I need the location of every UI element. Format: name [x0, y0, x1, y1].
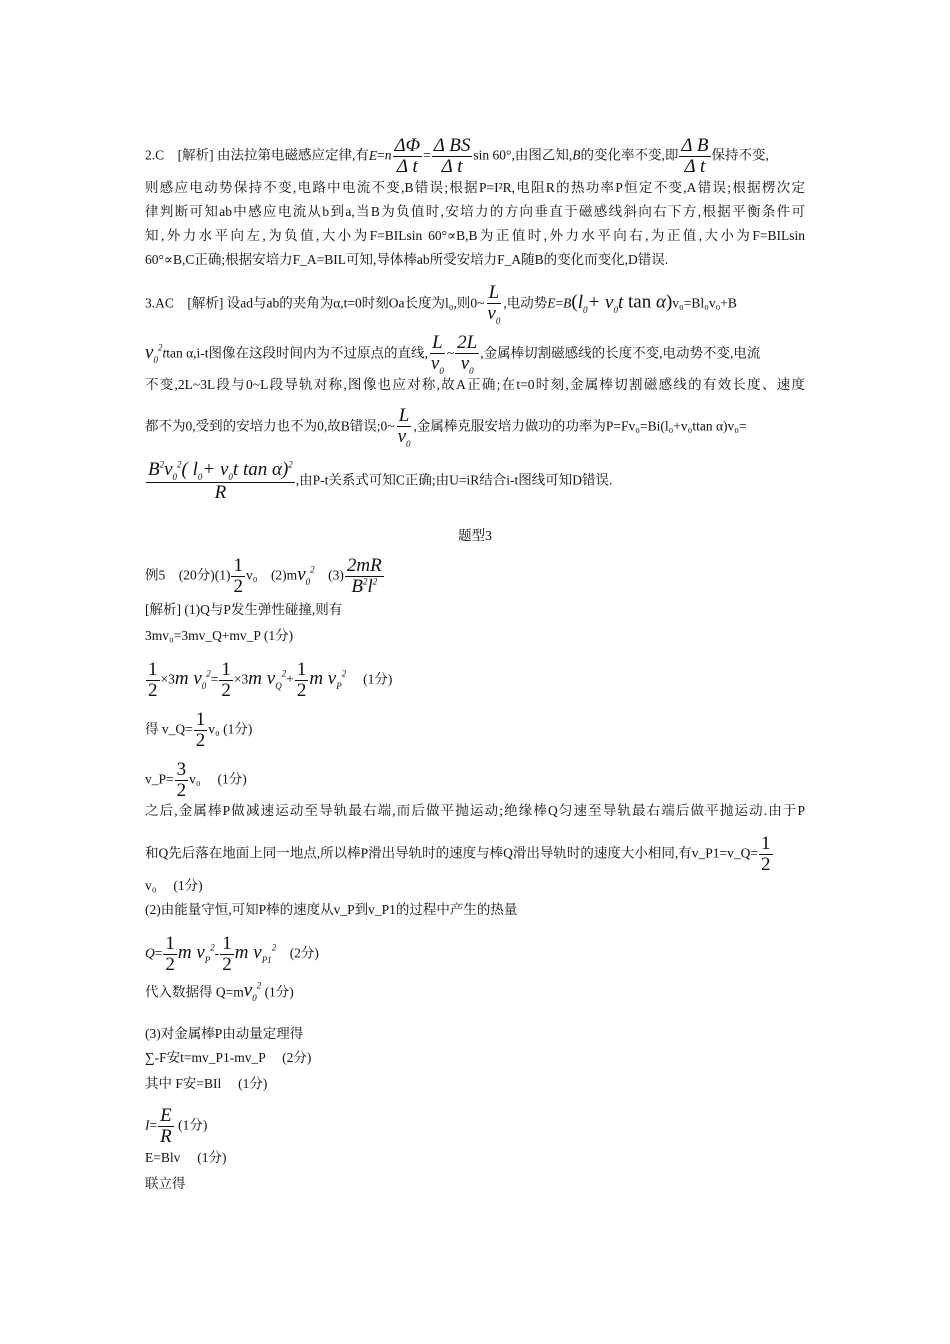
fraction: $\frac{1}{2}$ — [233, 555, 243, 597]
sol-line-12: (3)对金属棒P由动量定理得 — [145, 1026, 304, 1041]
score: (1分) — [264, 984, 294, 1000]
sol-line-17: 联立得 — [145, 1176, 186, 1191]
sol-energy-eq: $\frac{1}{2}$ ×3m $v_0^2=$ $\frac{1}{2}$ ×3m $v_Q^2+$ $\frac{1}{2}$ m $v_P^2$ (1分) — [148, 659, 393, 701]
text: 2.C [解析] 由法拉第电磁感应定律,有 — [145, 147, 369, 163]
text: (3) — [314, 567, 344, 583]
fraction: $\frac{\text{Δ B}}{\text{Δ t}}$ — [681, 135, 709, 177]
fraction: $\frac{1}{2}$ — [148, 659, 158, 701]
text: v₀ (2)m — [245, 567, 298, 583]
sol-line-13: ∑-F安t=mv_P1-mv_P (2分) — [145, 1050, 312, 1065]
p2-line-5: 60°∝B,C正确;根据安培力F_A=BIL可知,导体棒ab所受安培力F_A随B的变化而变化,D错误. — [145, 252, 669, 267]
sol-heat-eq: Q= $\frac{1}{2}$ m $v_P^2-$ $\frac{1}{2}$ m $v_{P1}^2$ (2分) — [145, 933, 319, 975]
p3-line-4 — [145, 406, 805, 449]
fraction: $\frac{L}{v_0}$ — [487, 282, 501, 326]
sol-current-eq: I= $\frac{E}{R}$ (1分) — [145, 1105, 208, 1147]
fraction: $\frac{\text{Δ BS}}{\text{Δ t}}$ — [433, 135, 471, 177]
sol-line-16: E=Blv (1分) — [145, 1150, 227, 1165]
fraction: $\frac{1}{2}$ — [221, 659, 231, 701]
text: v₀ (1分) — [208, 721, 253, 737]
text: 的变化率不变,即 — [580, 147, 679, 163]
fraction: $\frac{1}{2}$ — [761, 833, 771, 875]
sol-line-7 — [145, 834, 805, 875]
sol-line-8: v₀ (1分) — [145, 878, 203, 893]
sol-vp — [145, 760, 805, 801]
p2-line-1: 2.C [解析] 由法拉第电磁感应定律,有E=n $\frac{\Delta\Phi}{\text{Δ t}}$ = $\frac{\text{Δ BS}}{\text{Δ t}}$ sin 60°,由图乙知,B的变化率不变,即 $\frac{\text{Δ B}}{\text{Δ t}}$ 保持不变, — [145, 135, 769, 177]
text: 代入数据得 Q=m — [145, 984, 244, 1000]
p3-line-2: $v_0^2ttan$ α,i-t图像在这段时间内为不过原点的直线, $\frac{L}{v_0}$ ~ $\frac{2L}{v_0}$ ,金属棒切割磁感线的长度不变,电动势不变,电流 — [145, 332, 761, 376]
sol-line-6: 之后,金属棒P做减速运动至导轨最右端,而后做平抛运动;绝缘棒Q匀速至导轨最右端后做平抛运动.由于P — [145, 803, 805, 818]
text: ,金属棒切割磁感线的长度不变,电动势不变,电流 — [480, 345, 761, 361]
score: (1分) — [363, 671, 393, 687]
fraction: $\frac{3}{2}$ — [176, 759, 187, 801]
p3-line-3: 不变,2L~3L段与0~L段导轨对称,图像也应对称,故A正确;在t=0时刻,金属棒切割磁感线的有效长度、速度 — [145, 377, 805, 392]
text: 得 v_Q= — [145, 721, 193, 737]
text: tan α,i-t图像在这段时间内为不过原点的直线, — [166, 345, 428, 361]
fraction: $\frac{\Delta\Phi}{\text{Δ t}}$ — [394, 135, 421, 177]
text: v₀=Bl₀v₀+B — [672, 295, 737, 311]
sol-line-14: 其中 F安=BIl (1分) — [145, 1076, 268, 1091]
sol-line-11: 代入数据得 $Q=mv_0^2$ (1分) — [145, 980, 294, 1004]
text: 例5 (20分)(1) — [145, 567, 231, 583]
p3-line-1: 3.AC [解析] 设ad与ab的夹角为α,t=0时刻Oa长度为l₀,则0~ $\frac{L}{v_0}$ ,电动势$E=B(l_0+ v_0t$ tan α)v₀=Bl₀v₀+B — [145, 282, 737, 326]
fraction: $\frac{L}{v_0}$ — [397, 405, 411, 449]
text: v_P= — [145, 771, 174, 787]
fraction: $\frac{L}{v_0}$ — [430, 332, 444, 376]
section-heading: 题型3 — [458, 528, 492, 543]
fraction: $\frac{1}{2}$ — [165, 933, 175, 975]
fraction: $\frac{B^2v_0^2( l_0+ v_0t \tan \alpha)^2}{R}$ — [148, 459, 293, 504]
p2-line-2: 则感应电动势保持不变,电路中电流不变,B错误;根据P=I²R,电阻R的热功率P恒定不变,A错误;根据楞次定 — [145, 180, 805, 195]
ex5-answer: 例5 (20分)(1) $\frac{1}{2}$ v₀ $(2)mv_0^2$ (3) $\frac{2mR}{B^2l^2}$ — [145, 555, 382, 597]
fraction: $\frac{1}{2}$ — [195, 709, 206, 751]
p3-line-5 — [145, 460, 805, 503]
sol-line-1: [解析] (1)Q与P发生弹性碰撞,则有 — [145, 602, 343, 617]
sol-vq — [145, 710, 805, 751]
text: 3.AC [解析] 设ad与ab的夹角为α,t=0时刻Oa长度为l₀,则0~ — [145, 295, 485, 311]
fraction: $\frac{E}{R}$ — [160, 1105, 172, 1147]
score: (2分) — [289, 945, 319, 961]
sol-line-2: 3mv₀=3mv_Q+mv_P (1分) — [145, 628, 294, 643]
fraction: $\frac{2mR}{B^2l^2}$ — [346, 555, 382, 597]
p2-line-3: 律判断可知ab中感应电流从b到a,当B为负值时,安培力的方向垂直于磁感线斜向右下方,根据平衡条件可 — [145, 204, 805, 219]
text: v₀ (1分) — [189, 771, 247, 787]
text: sin 60°,由图乙知, — [473, 147, 573, 163]
sol-line-9: (2)由能量守恒,可知P棒的速度从v_P到v_P1的过程中产生的热量 — [145, 902, 518, 917]
fraction: $\frac{1}{2}$ — [222, 933, 232, 975]
text: ,金属棒克服安培力做功的功率为P=Fv₀=Bi(l₀+v₀ttan α)v₀= — [413, 418, 747, 434]
fraction: $\frac{1}{2}$ — [296, 659, 307, 701]
text: ,电动势 — [503, 295, 548, 311]
text: 保持不变, — [711, 147, 769, 163]
text: 和Q先后落在地面上同一地点,所以棒P滑出导轨时的速度与棒Q滑出导轨时的速度大小相同,有v_P1=v_Q= — [145, 845, 758, 861]
score: (1分) — [178, 1117, 208, 1133]
text: 都不为0,受到的安培力也不为0,故B错误;0~ — [145, 418, 395, 434]
p2-line-4: 知,外力水平向左,为负值,大小为F=BILsin 60°∝B,B为正值时,外力水平向右,为正值,大小为F=BILsin — [145, 228, 805, 243]
text: ,由P-t关系式可知C正确;由U=iR结合i-t图线可知D错误. — [295, 472, 613, 488]
fraction: $\frac{2L}{v_0}$ — [457, 332, 478, 376]
